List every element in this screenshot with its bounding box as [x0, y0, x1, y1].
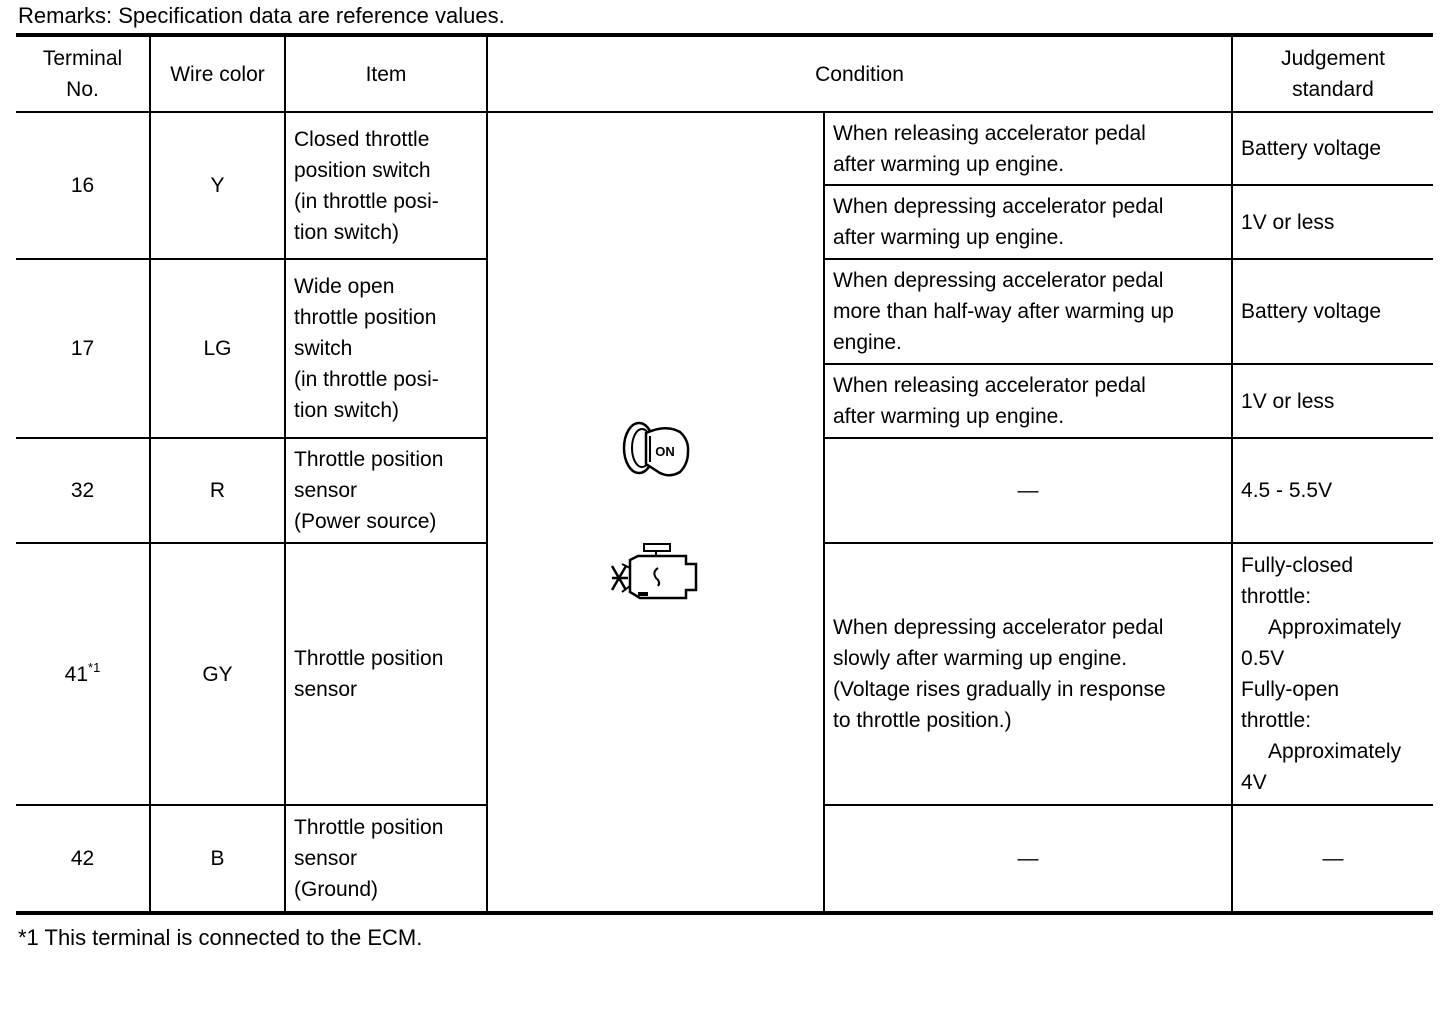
item-name: Throttle position sensor (Power source) — [285, 438, 487, 543]
terminal-spec-table — [16, 33, 1433, 915]
judgement-value: — — [1232, 805, 1433, 913]
condition-text: When releasing accelerator pedal after warming up engine. — [824, 364, 1232, 438]
condition-text: When depressing accelerator pedal after warming up engine. — [824, 185, 1232, 259]
wire-color: Y — [150, 112, 285, 259]
header-condition: Condition — [487, 35, 1232, 112]
header-wire-color: Wire color — [150, 35, 285, 112]
header-judgement-standard: Judgement standard — [1232, 35, 1433, 112]
ignition-key-on-icon — [616, 416, 696, 486]
terminal-no: 32 — [16, 438, 150, 543]
wire-color: GY — [150, 543, 285, 805]
condition-text: When depressing accelerator pedal slowly after warming up engine. (Voltage rises gradually in response to throttle position.) — [824, 543, 1232, 805]
table-row — [16, 112, 1433, 185]
terminal-no: 42 — [16, 805, 150, 913]
condition-text: — — [824, 438, 1232, 543]
judgement-value: Battery voltage — [1232, 259, 1433, 364]
condition-icons-cell — [487, 112, 824, 913]
header-row — [16, 35, 1433, 112]
judgement-value: Fully-closed throttle: Approximately 0.5V Fully-open throttle: Approximately 4V — [1232, 543, 1433, 805]
header-terminal-no: Terminal No. — [16, 35, 150, 112]
terminal-no: 41$^{*1}$ — [16, 543, 150, 805]
terminal-footnote-mark: *1 — [88, 659, 101, 675]
remarks-text: Remarks: Specification data are reference values. — [18, 3, 505, 28]
item-name: Wide open throttle position switch (in throttle posi- tion switch) — [285, 259, 487, 438]
judgement-value: 1V or less — [1232, 185, 1433, 259]
terminal-no: 16 — [16, 112, 150, 259]
item-name: Throttle position sensor — [285, 543, 487, 805]
terminal-no: 17 — [16, 259, 150, 438]
judgement-value: 4.5 - 5.5V — [1232, 438, 1433, 543]
item-name: Closed throttle position switch (in throttle posi- tion switch) — [285, 112, 487, 259]
judgement-value: 1V or less — [1232, 364, 1433, 438]
wire-color: R — [150, 438, 285, 543]
header-item: Item — [285, 35, 487, 112]
ignition-on-label: ON — [654, 444, 675, 459]
engine-running-icon — [608, 542, 704, 608]
judgement-value: Battery voltage — [1232, 112, 1433, 185]
wire-color: B — [150, 805, 285, 913]
wire-color: LG — [150, 259, 285, 438]
footnote-text: *1 This terminal is connected to the ECM. — [18, 925, 423, 950]
condition-text: When depressing accelerator pedal more than half-way after warming up engine. — [824, 259, 1232, 364]
condition-text: — — [824, 805, 1232, 913]
item-name: Throttle position sensor (Ground) — [285, 805, 487, 913]
condition-text: When releasing accelerator pedal after warming up engine. — [824, 112, 1232, 185]
